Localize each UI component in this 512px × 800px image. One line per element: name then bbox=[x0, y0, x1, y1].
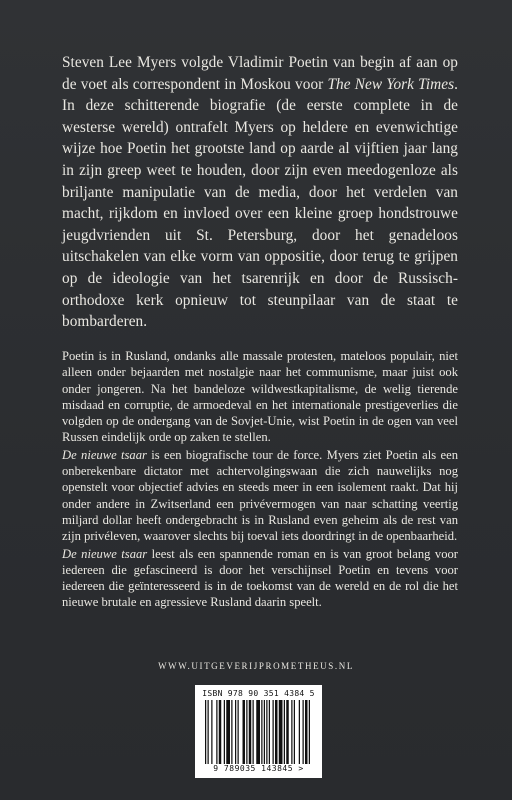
barcode-number: 9 789035 143845 > bbox=[213, 764, 304, 773]
intro-text-1: Steven Lee Myers volgde Vladimir Poetin van begin af aan op de voet als correspondent in Moskou voor bbox=[62, 54, 458, 93]
barcode-label bbox=[195, 685, 322, 778]
body-paragraph-1: Poetin is in Rusland, ondanks alle massale protesten, mateloos populair, niet alleen onder bejaarden met nostalgie naar het communisme, maar juist ook onder jongeren. Na het bandeloze wildwestkapitalisme, de welig tierende misdaad en corruptie, de armoedeval en het internationale prestigeverlies die volgden op de ondergang van de Sovjet-Unie, wist Poetin in de ogen van veel Russen eindelijk orde op zaken te stellen. bbox=[62, 349, 458, 445]
body-paragraph-2 bbox=[62, 447, 458, 545]
book-title: De nieuwe tsaar bbox=[62, 447, 147, 462]
body-paragraph-2-text: is een biografische tour de force. Myers ziet Poetin als een onberekenbare dictator met achtervolgingswaan die zich nauwelijks nog openstelt voor objectief advies en steeds meer in een isolement raakt. Dat hij onder andere in Zwitserland een privévermogen van naar schatting veertig miljard dollar heeft ondergebracht is in Rusland even geheim als de rest van zijn privéleven, waarover slechts bij toeval iets doordringt in de openbaarheid. bbox=[62, 447, 458, 544]
newspaper-title: The New York Times bbox=[327, 75, 455, 93]
body-text bbox=[62, 348, 458, 611]
intro-text-2: . In deze schitterende biografie (de eerste complete in de westerse wereld) ontrafelt Myers op heldere en evenwichtige wijze hoe Poetin het grootste land op aarde al vijftien jaar lang in zijn greep weet te houden, door zijn even meedogenloze als briljante manipulatie van de media, door het verdelen van macht, rijkdom en invloed over een kleine groep hondstrouwe jeugdvrienden uit St. Petersburg, door het genadeloos uitschakelen van elke vorm van oppositie, door terug te grijpen op de ideologie van het tsarenrijk en door de Russisch-orthodoxe kerk opnieuw tot steunpilaar van de staat te bombarderen. bbox=[62, 75, 458, 331]
isbn-text: ISBN 978 90 351 4384 5 bbox=[202, 689, 315, 698]
body-paragraph-3-text: leest als een spannende roman en is van groot belang voor iedereen die gefascineerd is door het verschijnsel Poetin en tevens voor iedereen die geïnteresseerd is in de toekomst van de wereld en de rol die het nieuwe brutale en agressieve Rusland daarin speelt. bbox=[62, 546, 458, 610]
intro-paragraph bbox=[62, 52, 458, 333]
book-title: De nieuwe tsaar bbox=[62, 546, 148, 561]
barcode-icon bbox=[203, 700, 314, 764]
publisher-url: WWW.UITGEVERIJPROMETHEUS.NL bbox=[158, 661, 354, 671]
body-paragraph-3 bbox=[62, 546, 458, 611]
